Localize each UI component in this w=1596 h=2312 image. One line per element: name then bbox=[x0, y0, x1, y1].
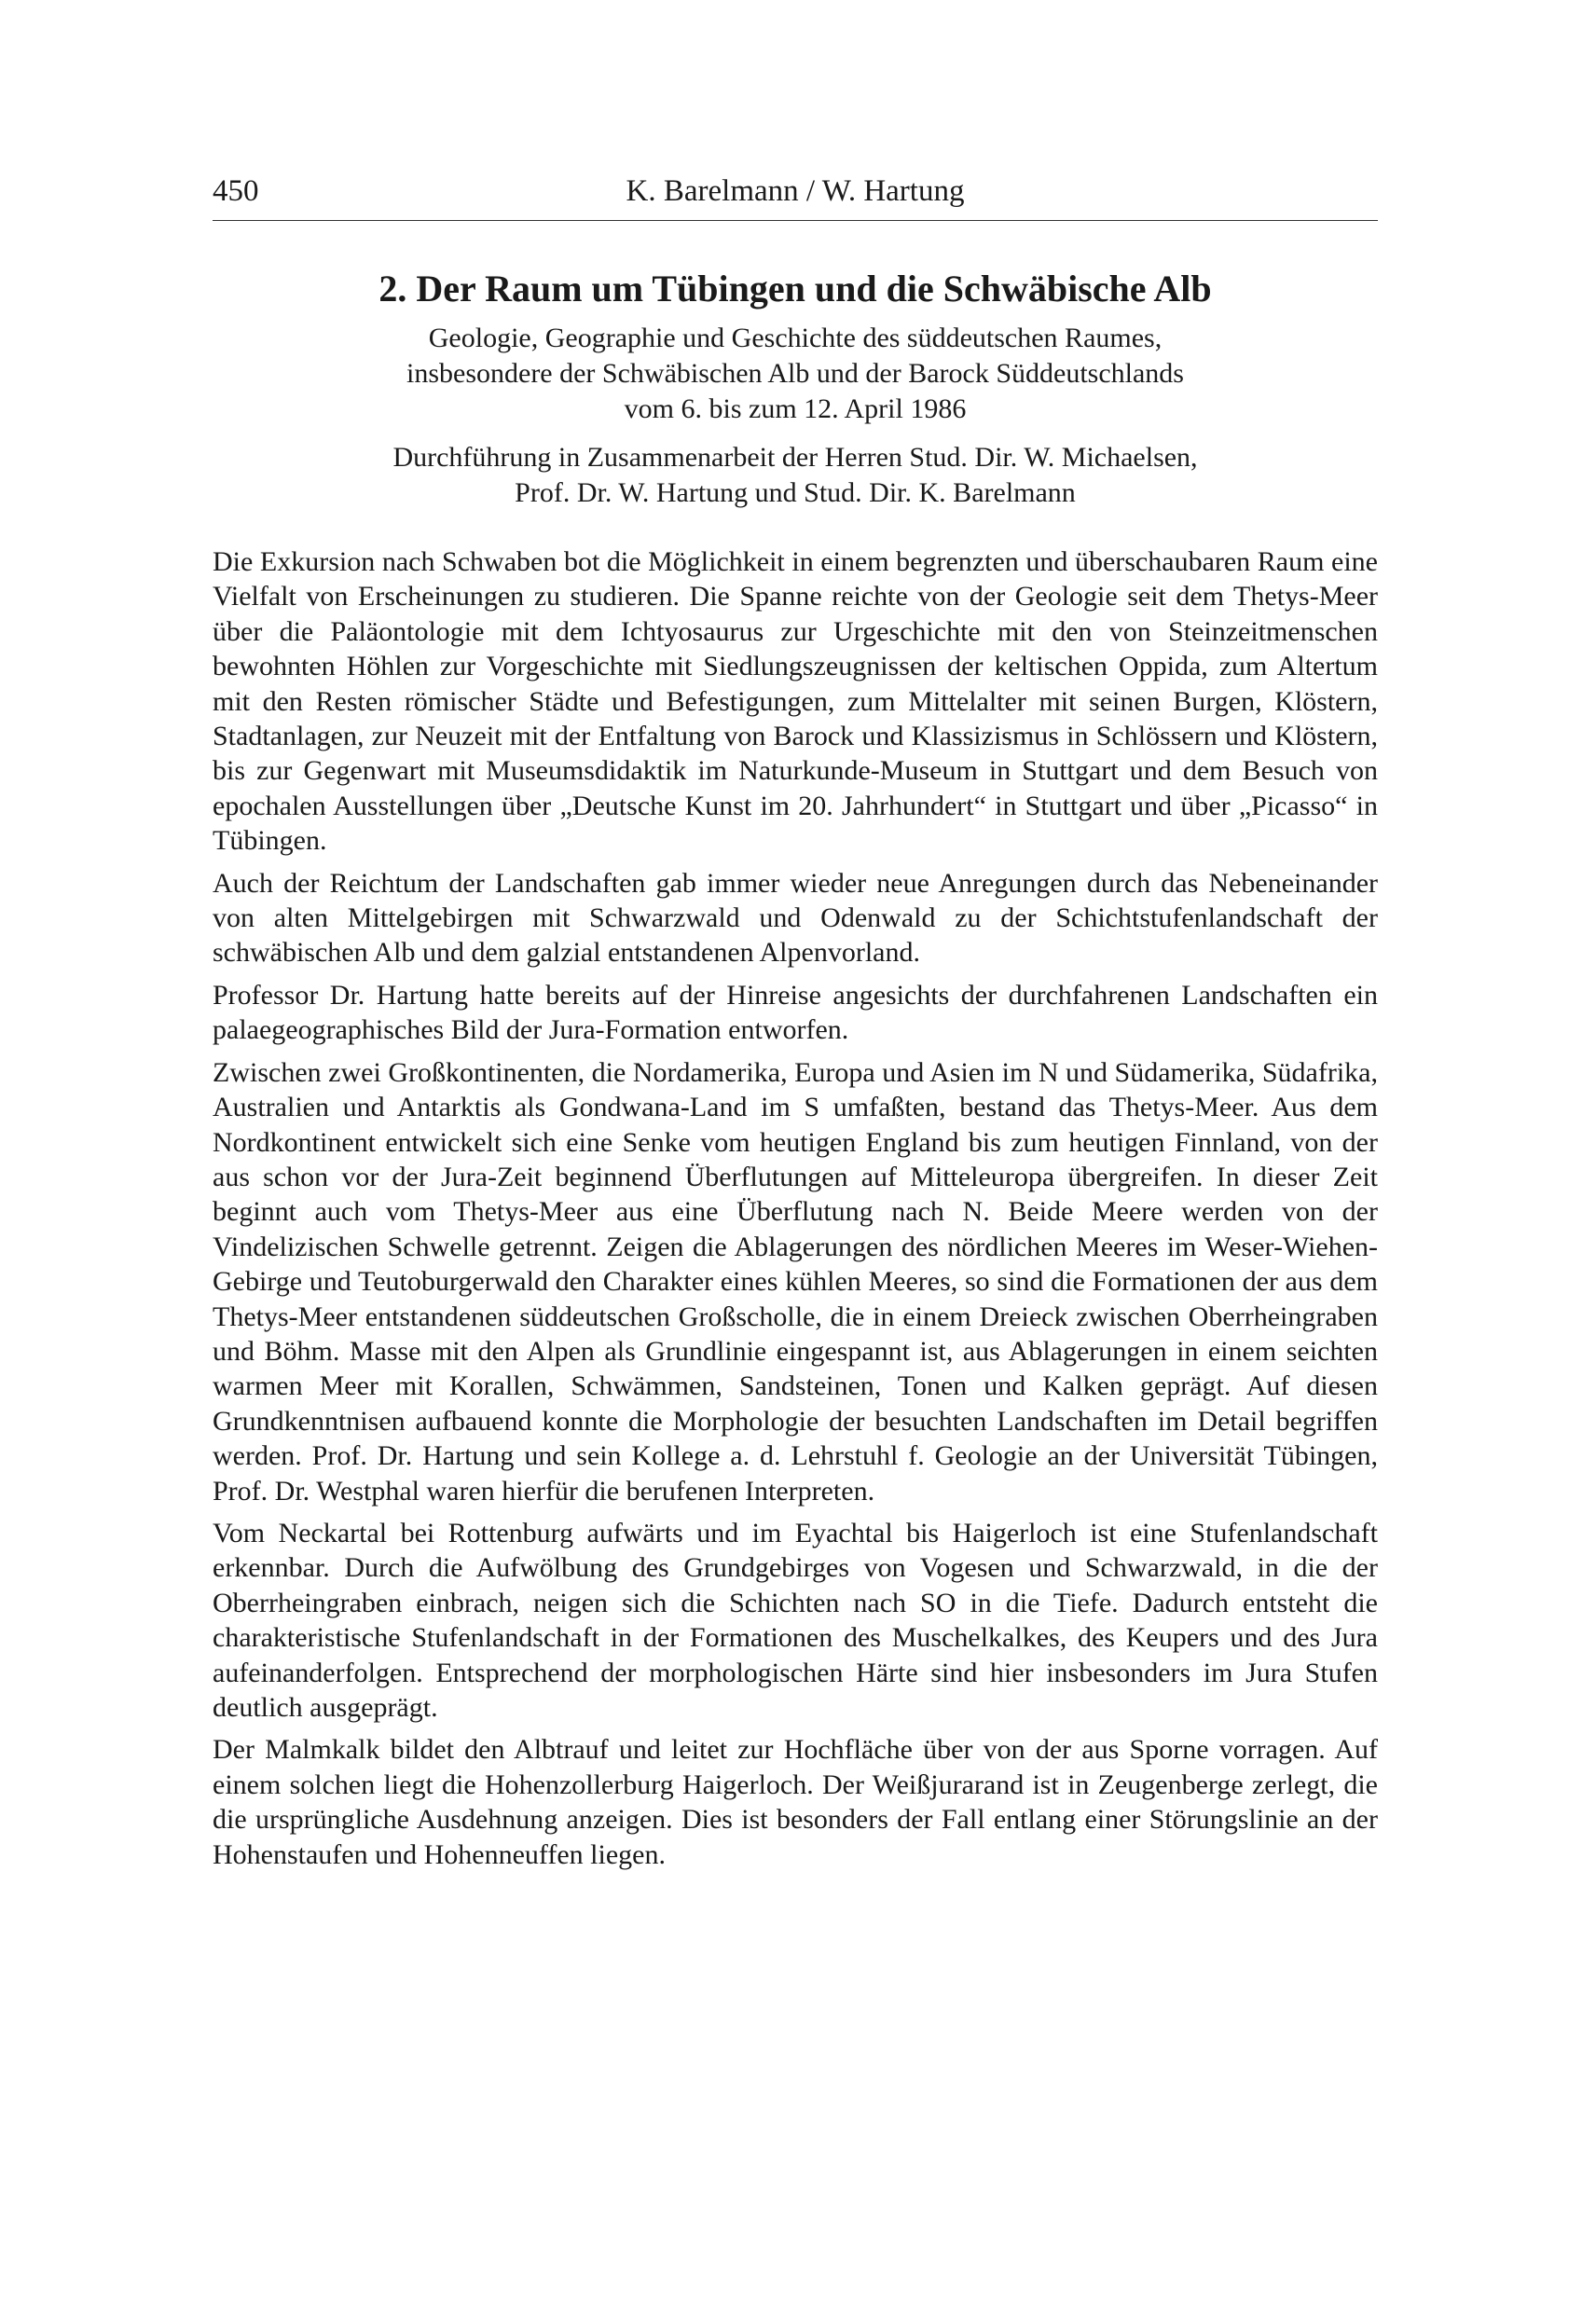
subtitle-line: vom 6. bis zum 12. April 1986 bbox=[624, 393, 967, 424]
header-rule bbox=[213, 220, 1378, 221]
running-title: K. Barelmann / W. Hartung bbox=[626, 174, 965, 208]
section-heading-block bbox=[213, 263, 1378, 511]
subtitle-line: Geologie, Geographie und Geschichte des süddeutschen Raumes, bbox=[428, 323, 1163, 353]
organizers-note bbox=[213, 440, 1378, 511]
paragraph: Auch der Reichtum der Landschaften gab immer wieder neue Anregungen durch das Nebeneinander von alten Mittelgebirgen mit Schwarzwald und Odenwald zu der Schichtstufenlandschaft der schwäbischen Alb und dem galzial entstandenen Alpenvorland. bbox=[213, 867, 1378, 969]
organizers-line: Prof. Dr. W. Hartung und Stud. Dir. K. Barelmann bbox=[515, 477, 1076, 508]
paragraph: Der Malmkalk bildet den Albtrauf und leitet zur Hochfläche über von der aus Sporne vorragen. Auf einem solchen liegt die Hohenzollerburg Haigerloch. Der Weißjurarand ist in Zeugenberge zerlegt, die die ursprüngliche Ausdehnung anzeigen. Dies ist besonders der Fall entlang einer Störungslinie an der Hohenstaufen und Hohenneuffen liegen. bbox=[213, 1734, 1378, 1870]
paragraph: Vom Neckartal bei Rottenburg aufwärts und im Eyachtal bis Haigerloch ist eine Stufenlandschaft erkennbar. Durch die Aufwölbung des Grundgebirges von Vogesen und Schwarzwald, in die der Oberrheingraben einbrach, neigen sich die Schichten nach SO in die Tiefe. Dadurch entsteht die charakteristische Stufenlandschaft in der Formationen des Muschelkalkes, des Keupers und des Jura aufeinanderfolgen. Entsprechend der morphologischen Härte sind hier insbesonders im Jura Stufen deutlich ausgeprägt. bbox=[213, 1517, 1378, 1723]
organizers-line: Durchführung in Zusammenarbeit der Herren Stud. Dir. W. Michaelsen, bbox=[392, 442, 1198, 473]
body-text bbox=[213, 544, 1378, 1879]
paragraph: Zwischen zwei Großkontinenten, die Nordamerika, Europa und Asien im N und Südamerika, Südafrika, Australien und Antarktis als Gondwana-Land im S umfaßten, bestand das Thetys-Meer. Aus dem Nordkontinent entwickelt sich eine Senke vom heutigen England bis zum heutigen Finnland, von der aus schon vor der Jura-Zeit beginnend Überflutungen auf Mitteleuropa übergreifen. In dieser Zeit beginnt auch vom Thetys-Meer aus eine Überflutung nach N. Beide Meere werden von der Vindelizischen Schwelle getrennt. Zeigen die Ablagerungen des nördlichen Meeres im Weser-Wiehen-Gebirge und Teutoburgerwald den Charakter eines kühlen Meeres, so sind die Formationen der aus dem Thetys-Meer entstandenen süddeutschen Großscholle, die in einem Dreieck zwischen Oberrheingraben und Böhm. Masse mit den Alpen als Grundlinie eingespannt ist, aus Ablagerungen in einem seichten warmen Meer mit Korallen, Schwämmen, Sandsteinen, Tonen und Kalken geprägt. Auf diesen Grundkenntnisen aufbauend konnte die Morphologie der besuchten Landschaften im Detail begriffen werden. Prof. Dr. Hartung und sein Kollege a. d. Lehrstuhl f. Geologie an der Universität Tübingen, Prof. Dr. Westphal waren hierfür die berufenen Interpreten. bbox=[213, 1056, 1378, 1507]
section-title: 2. Der Raum um Tübingen und die Schwäbische Alb bbox=[378, 268, 1212, 310]
page-number: 450 bbox=[213, 174, 259, 208]
subtitle-line: insbesondere der Schwäbischen Alb und der Barock Süddeutschlands bbox=[406, 358, 1184, 389]
section-subtitle bbox=[213, 321, 1378, 427]
paragraph: Die Exkursion nach Schwaben bot die Möglichkeit in einem begrenzten und überschaubaren Raum eine Vielfalt von Erscheinungen zu studieren. Die Spanne reichte von der Geologie seit dem Thetys-Meer über die Paläontologie mit dem Ichtyosaurus zur Urgeschichte mit den von Steinzeitmenschen bewohnten Höhlen zur Vorgeschichte mit Siedlungszeugnissen der keltischen Oppida, zum Altertum mit den Resten römischer Städte und Befestigungen, zum Mittelalter mit seinen Burgen, Klöstern, Stadtanlagen, zur Neuzeit mit der Entfaltung von Barock und Klassizismus in Schlössern und Klöstern, bis zur Gegenwart mit Museumsdidaktik im Naturkunde-Museum in Stuttgart und dem Besuch von epochalen Ausstellungen über „Deutsche Kunst im 20. Jahrhundert“ in Stuttgart und über „Picasso“ in Tübingen. bbox=[213, 546, 1378, 857]
running-head bbox=[213, 168, 1378, 214]
paragraph: Professor Dr. Hartung hatte bereits auf der Hinreise angesichts der durchfahrenen Landschaften ein palaegeographisches Bild der Jura-Formation entworfen. bbox=[213, 979, 1378, 1046]
